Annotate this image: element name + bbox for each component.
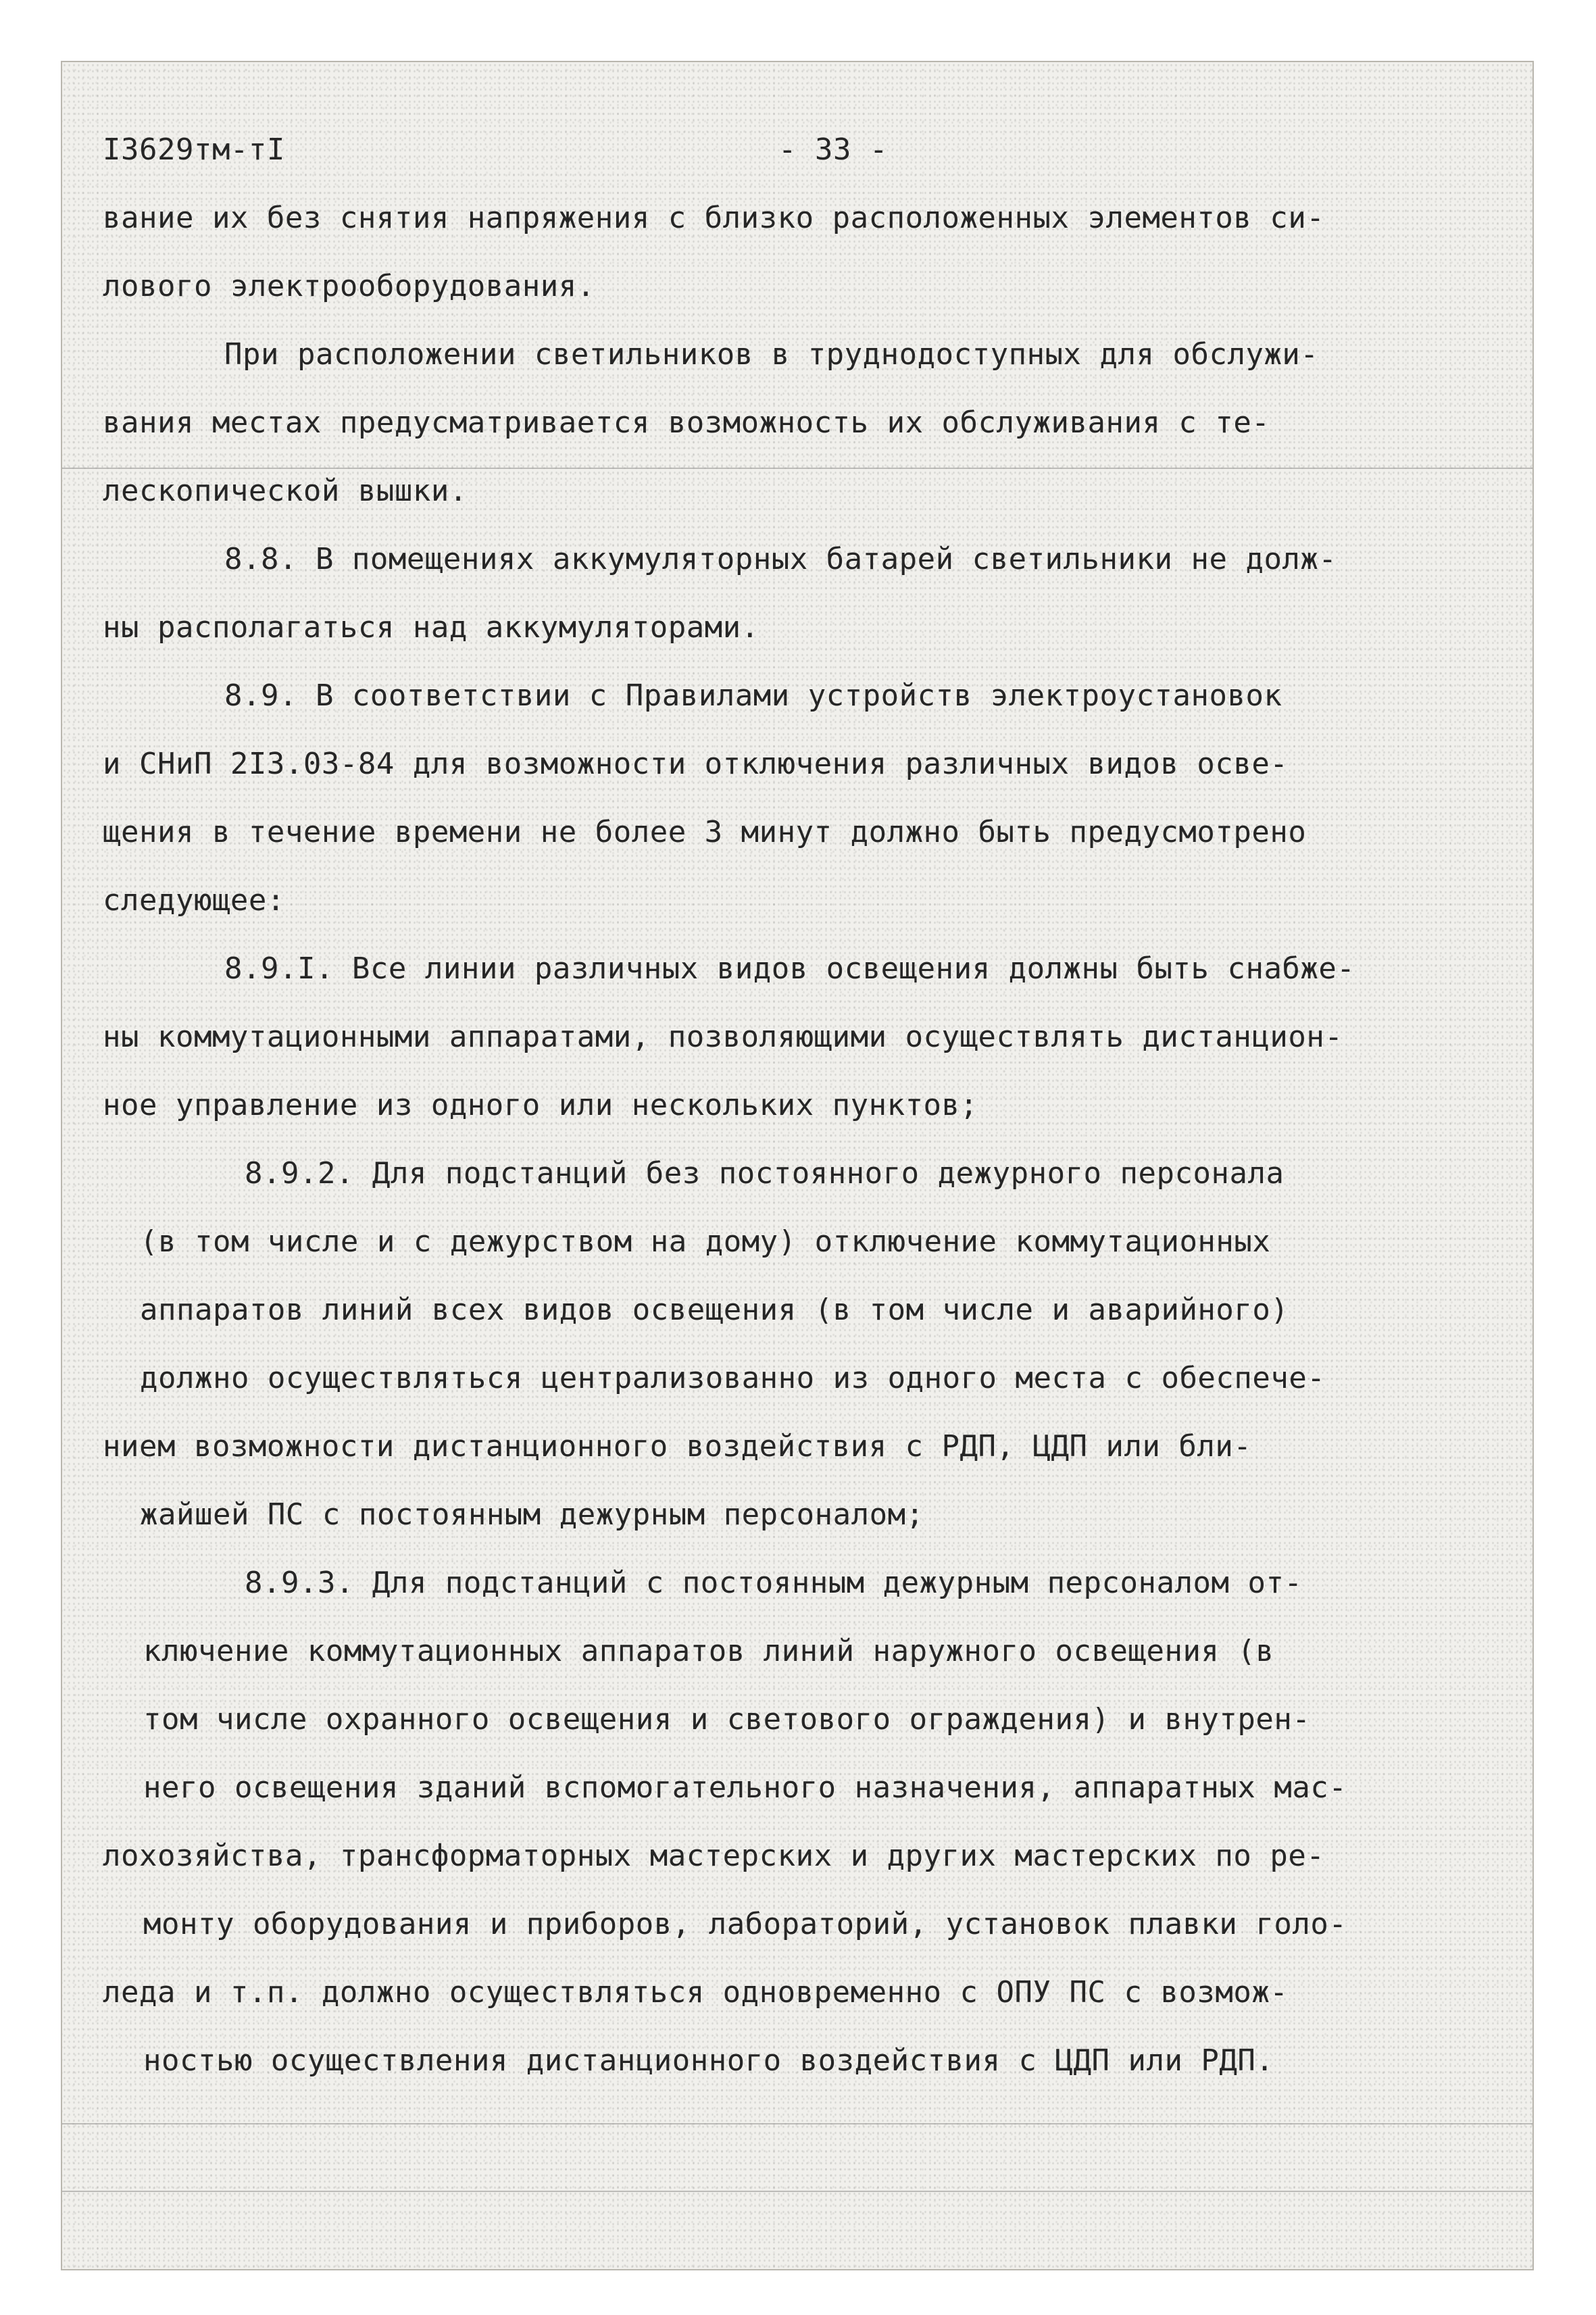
text-line: монту оборудования и приборов, лабораторий, установок плавки голо- — [143, 1907, 1347, 1941]
document-id: I3629тм-тI — [103, 132, 285, 167]
text-line: (в том числе и с дежурством на дому) отключение коммутационных — [140, 1224, 1271, 1259]
document-body — [103, 116, 1534, 2095]
paragraph-start: При расположении светильников в труднодоступных для обслужи- — [224, 337, 1319, 372]
text-line: вание их без снятия напряжения с близко расположенных элементов си- — [103, 201, 1325, 235]
text-line: и СНиП 2I3.03-84 для возможности отключения различных видов осве- — [103, 747, 1289, 781]
text-line: жайшей ПС с постоянным дежурным персоналом; — [140, 1497, 924, 1532]
clause-8-9-3: 8.9.3. Для подстанций с постоянным дежурным персоналом от- — [245, 1566, 1303, 1600]
scan-artifact-line — [62, 2191, 1534, 2192]
text-line: лового электрооборудования. — [103, 269, 595, 303]
text-line: ное управление из одного или нескольких пунктов; — [103, 1088, 978, 1122]
page-header — [103, 116, 1534, 184]
text-line: вания местах предусматривается возможность их обслуживания с те- — [103, 405, 1270, 440]
text-line: нием возможности дистанционного воздействия с РДП, ЦДП или бли- — [103, 1429, 1252, 1464]
clause-8-9-1: 8.9.I. Все линии различных видов освещения должны быть снабже- — [224, 951, 1355, 986]
scanned-page — [61, 61, 1534, 2270]
text-line: том числе охранного освещения и светового ограждения) и внутрен- — [143, 1702, 1311, 1737]
page-number: - 33 - — [778, 132, 888, 167]
text-line: него освещения зданий вспомогательного назначения, аппаратных мас- — [143, 1770, 1347, 1805]
scan-artifact-line — [62, 2123, 1534, 2124]
text-line: аппаратов линий всех видов освещения (в том числе и аварийного) — [140, 1293, 1289, 1327]
text-line: щения в течение времени не более 3 минут должно быть предусмотрено — [103, 815, 1307, 849]
text-line: ключение коммутационных аппаратов линий наружного освещения (в — [143, 1634, 1274, 1668]
clause-8-8: 8.8. В помещениях аккумуляторных батарей светильники не долж- — [224, 542, 1337, 576]
clause-8-9: 8.9. В соответствии с Правилами устройств электроустановок — [224, 678, 1282, 713]
clause-8-9-2: 8.9.2. Для подстанций без постоянного дежурного персонала — [245, 1156, 1285, 1191]
text-line: должно осуществляться централизованно из одного места с обеспече- — [140, 1361, 1326, 1395]
text-line: следующее: — [103, 883, 285, 918]
text-line: ны располагаться над аккумуляторами. — [103, 610, 759, 645]
text-line: ны коммутационными аппаратами, позволяющими осуществлять дистанцион- — [103, 1020, 1343, 1054]
text-line: леда и т.п. должно осуществляться одновременно с ОПУ ПС с возмож- — [103, 1975, 1289, 2010]
text-line: лескопической вышки. — [103, 474, 468, 508]
text-line: лохозяйства, трансформаторных мастерских и других мастерских по ре- — [103, 1839, 1325, 1873]
text-line: ностью осуществления дистанционного воздействия с ЦДП или РДП. — [143, 2043, 1274, 2078]
